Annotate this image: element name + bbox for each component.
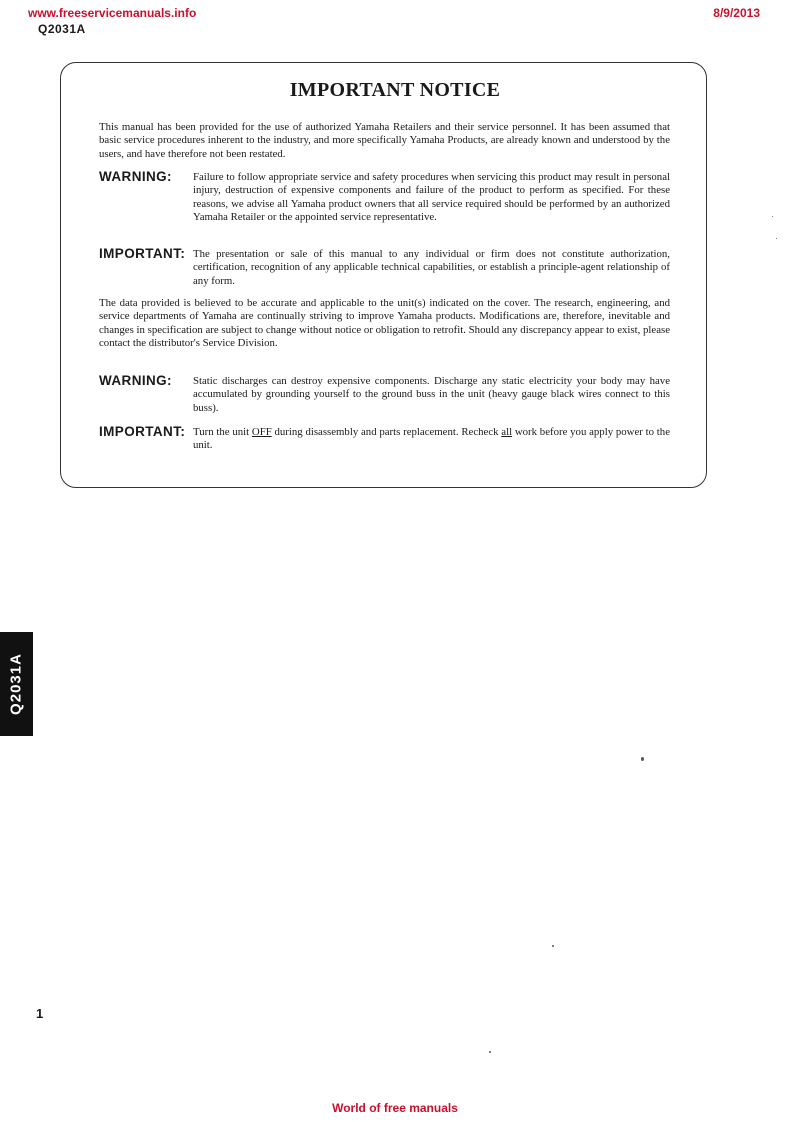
date-stamp: 8/9/2013 [713, 6, 760, 20]
scan-speck [552, 945, 554, 947]
scan-speck [489, 1051, 491, 1053]
power-important-text [193, 426, 670, 453]
site-url-link[interactable]: www.freeservicemanuals.info [28, 6, 197, 20]
important-text: The presentation or sale of this manual to any individual or firm does not constitute authorization, certification, recognition of any applicable technical capabilities, or establish a principle-agent relationship of any form. [193, 248, 670, 287]
power-text-part: during disassembly and parts replacement. Recheck [271, 426, 502, 438]
static-warning-text: Static discharges can destroy expensive components. Discharge any static electricity your body may have accumulated by grounding yourself to the ground buss in the unit (heavy gauge black wires connect to this buss). [193, 375, 670, 414]
side-tab-label: Q2031A [7, 653, 25, 715]
scan-speck [641, 757, 644, 761]
scan-speck [772, 216, 773, 217]
power-text-part: work before you apply power to the unit. [193, 426, 670, 452]
static-warning-label: WARNING: [99, 373, 172, 388]
scan-speck [776, 238, 777, 239]
notice-title: IMPORTANT NOTICE [289, 79, 501, 101]
model-code: Q2031A [38, 22, 86, 36]
warning-label: WARNING: [99, 169, 172, 184]
power-text-part: Turn the unit [193, 426, 252, 438]
warning-text: Failure to follow appropriate service and safety procedures when servicing this product may result in personal injury, destruction of expensive components and failure of the product to perform as specified. For these reasons, we advise all Yamaha product owners that all service required should be performed by an authorized Yamaha Retailer or the appointed service representative. [193, 171, 670, 224]
important-label: IMPORTANT: [99, 246, 186, 261]
off-emphasis: OFF [251, 426, 272, 438]
all-emphasis: all [501, 426, 513, 438]
data-paragraph: The data provided is believed to be accurate and applicable to the unit(s) indicated on the cover. The research, engineering, and service departments of Yamaha are continually striving to improve Yamaha products. Modifications are, therefore, inevitable and changes in specification are subject to change without notice or obligation to retrofit. Should any discrepancy appear to exist, please contact the distributor's Service Division. [99, 297, 670, 350]
intro-paragraph: This manual has been provided for the use of authorized Yamaha Retailers and their service personnel. It has been assumed that basic service procedures inherent to the industry, and more specifically Yamaha Products, are already known and understood by the users, and have therefore not been restated. [99, 121, 670, 160]
page-number: 1 [36, 1006, 44, 1021]
power-important-label: IMPORTANT: [99, 424, 186, 439]
footer-link[interactable]: World of free manuals [332, 1101, 458, 1115]
